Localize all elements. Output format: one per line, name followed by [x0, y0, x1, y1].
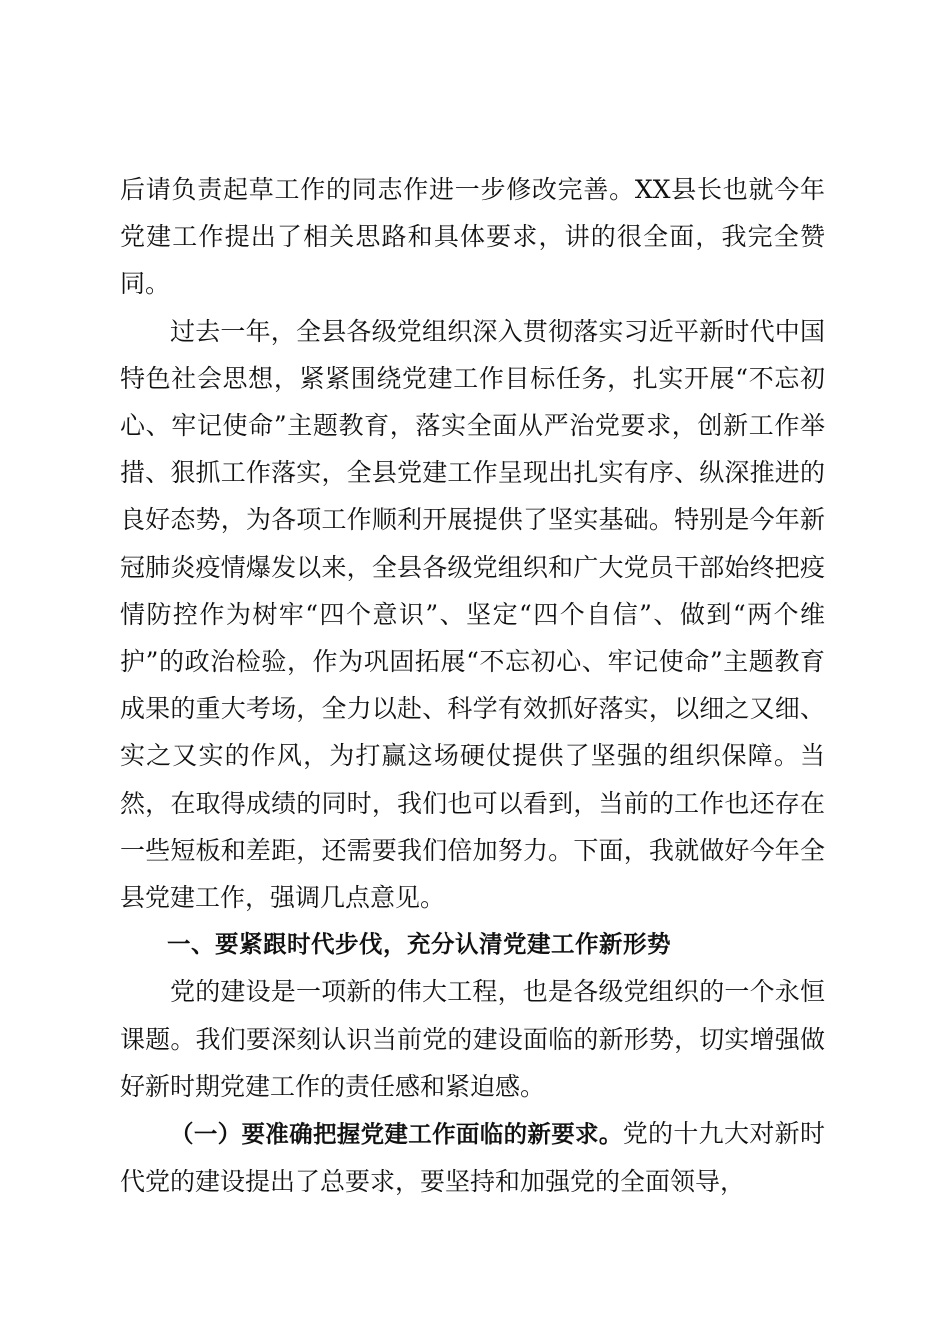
paragraph-continuation: 后请负责起草工作的同志作进一步修改完善。XX县长也就今年党建工作提出了相关思路和具体要求，讲的很全面，我完全赞同。: [120, 175, 825, 299]
paragraph-review: 过去一年，全县各级党组织深入贯彻落实习近平新时代中国特色社会思想，紧紧围绕党建工作目标任务，扎实开展“不忘初心、牢记使命”主题教育，落实全面从严治党要求，创新工作举措、狠抓工作落实，全县党建工作呈现出扎实有序、纵深推进的良好态势，为各项工作顺利开展提供了坚实基础。特别是今年新冠肺炎疫情爆发以来，全县各级党组织和广大党员干部始终把疫情防控作为树牢“四个意识”、坚定“四个自信”、做到“两个维护”的政治检验，作为巩固拓展“不忘初心、牢记使命”主题教育成果的重大考场，全力以赴、科学有效抓好落实，以细之又细、实之又实的作风，为打赢这场硬仗提供了坚强的组织保障。当然，在取得成绩的同时，我们也可以看到，当前的工作也还存在一些短板和差距，还需要我们倍加努力。下面，我就做好今年全县党建工作，强调几点意见。: [120, 316, 825, 913]
document-page: [120, 166, 825, 1205]
subsection-heading-1: （一）要准确把握党建工作面临的新要求。: [170, 1120, 623, 1149]
paragraph-subsection-1: [120, 1110, 825, 1205]
subsection-body-1: 党的十九大对新时代党的建设提出了总要求，要坚持和加强党的全面领导，: [120, 1119, 825, 1197]
paragraph-section-intro: 党的建设是一项新的伟大工程，也是各级党组织的一个永恒课题。我们要深刻认识当前党的建设面临的新形势，切实增强做好新时期党建工作的责任感和紧迫感。: [120, 977, 825, 1101]
section-heading-1: 一、要紧跟时代步伐，充分认清党建工作新形势: [167, 930, 671, 959]
